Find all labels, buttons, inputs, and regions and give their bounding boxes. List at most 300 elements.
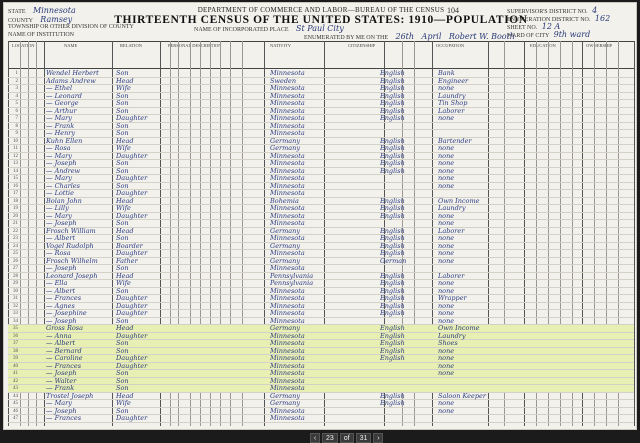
language-cell: English <box>380 346 405 355</box>
birthplace-cell: Minnesota <box>270 294 305 302</box>
birthplace-cell: Bohemia <box>270 196 299 205</box>
line-number: 28 <box>13 273 18 279</box>
person-name: — Joseph <box>46 369 77 377</box>
line-number: 2 <box>15 78 18 84</box>
language-cell: English <box>380 241 405 250</box>
language-cell: English <box>380 339 405 347</box>
enumerated-field <box>304 32 515 41</box>
language-cell: English <box>380 399 405 407</box>
birthplace-cell: Pennsylvania <box>270 271 314 280</box>
birthplace-cell: Germany <box>270 256 301 265</box>
person-name: — Caroline <box>46 354 83 362</box>
ward-value: 9th ward <box>553 30 591 39</box>
colgroup-name: NAME <box>64 43 78 48</box>
state-label: STATE <box>8 9 26 15</box>
language-cell: English <box>380 286 405 295</box>
line-number: 42 <box>13 378 18 384</box>
page-current[interactable]: 23 <box>322 433 338 443</box>
relation-cell: Son <box>116 181 129 190</box>
occupation-cell: none <box>438 114 455 122</box>
colgroup-occupation: OCCUPATION <box>436 43 465 48</box>
person-name: — Frances <box>46 361 82 370</box>
birthplace-cell: Minnesota <box>270 361 305 370</box>
line-number: 8 <box>15 123 18 129</box>
person-name: Trostel Joseph <box>46 391 94 400</box>
birthplace-cell: Germany <box>270 136 301 145</box>
language-cell: English <box>380 354 405 362</box>
occupation-cell: none <box>438 166 455 175</box>
language-cell: English <box>380 99 405 107</box>
state-value: Minnesota <box>33 6 76 15</box>
occupation-cell: Shoes <box>438 339 458 347</box>
language-cell: English <box>380 106 405 115</box>
occupation-cell: none <box>438 181 455 190</box>
birthplace-cell: Minnesota <box>270 99 305 107</box>
language-cell: English <box>380 271 405 280</box>
language-cell: English <box>380 301 405 310</box>
occupation-cell: none <box>438 211 455 220</box>
relation-cell: Wife <box>116 399 131 407</box>
birthplace-cell: Minnesota <box>270 181 305 190</box>
line-number: 26 <box>13 258 18 264</box>
birthplace-cell: Germany <box>270 144 301 152</box>
language-cell: English <box>380 84 405 92</box>
department-heading: DEPARTMENT OF COMMERCE AND LABOR—BUREAU OF THE CENSUS <box>197 6 445 14</box>
occupation-cell: none <box>438 301 455 310</box>
line-number: 25 <box>13 251 18 256</box>
line-number: 29 <box>13 281 18 286</box>
occupation-cell: Laundry <box>438 204 466 212</box>
birthplace-cell: Minnesota <box>270 406 305 415</box>
relation-cell: Daughter <box>116 414 148 422</box>
enumerator-signature: Robert W. Booth <box>448 32 515 41</box>
person-name: — Ethel <box>46 84 73 92</box>
person-name: — Mary <box>46 114 72 122</box>
relation-cell: Son <box>116 166 129 175</box>
relation-cell: Son <box>116 339 129 347</box>
language-cell: English <box>380 234 405 242</box>
language-cell: English <box>380 136 405 145</box>
line-number: 14 <box>13 168 18 174</box>
occupation-cell: none <box>438 369 455 377</box>
line-number: 43 <box>13 386 18 391</box>
occupation-cell: none <box>438 399 455 407</box>
occupation-cell: Tin Shop <box>438 99 468 107</box>
occupation-cell: none <box>438 249 455 257</box>
language-cell: English <box>380 249 405 257</box>
supervisor-label: SUPERVISOR'S DISTRICT NO. <box>507 9 588 15</box>
person-name: — Joseph <box>46 159 77 167</box>
relation-cell: Boarder <box>116 241 143 250</box>
occupation-cell: Laborer <box>438 106 465 115</box>
state-field <box>8 6 76 15</box>
relation-cell: Daughter <box>116 309 148 317</box>
language-cell: English <box>380 211 405 220</box>
birthplace-cell: Germany <box>270 226 301 235</box>
birthplace-cell: Minnesota <box>270 331 305 340</box>
enumeration-value: 162 <box>594 14 611 23</box>
line-number: 41 <box>13 371 18 376</box>
chevron-right-icon[interactable]: › <box>373 433 383 443</box>
line-number: 23 <box>13 236 18 241</box>
birthplace-cell: Minnesota <box>270 286 305 295</box>
birthplace-cell: Minnesota <box>270 211 305 220</box>
chevron-left-icon[interactable]: ‹ <box>310 433 320 443</box>
occupation-cell: Laborer <box>438 271 465 280</box>
line-number: 18 <box>13 198 18 204</box>
birthplace-cell: Minnesota <box>270 121 305 130</box>
relation-cell: Son <box>116 346 129 355</box>
relation-cell: Daughter <box>116 249 148 257</box>
supervisor-value: 4 <box>592 6 598 15</box>
person-name: — Andrew <box>46 166 81 175</box>
relation-cell: Son <box>116 219 129 227</box>
person-name: — Mary <box>46 151 72 160</box>
county-field <box>8 15 72 24</box>
line-number: 34 <box>13 318 18 324</box>
person-name: — Albert <box>46 339 76 347</box>
line-number: 5 <box>15 101 18 106</box>
birthplace-cell: Minnesota <box>270 166 305 175</box>
relation-cell: Head <box>116 76 134 85</box>
colgroup-location: LOCATION <box>12 43 35 48</box>
birthplace-cell: Minnesota <box>270 159 305 167</box>
line-number: 10 <box>13 138 18 144</box>
language-cell: English <box>380 331 405 340</box>
line-number: 7 <box>15 116 18 121</box>
person-name: — Joseph <box>46 264 77 272</box>
occupation-cell: none <box>438 159 455 167</box>
person-name: Kuhn Ellen <box>46 136 83 145</box>
colgroup-ownership: OWNERSHIP <box>586 43 613 48</box>
person-name: — Frank <box>46 121 75 130</box>
language-cell: English <box>380 159 405 167</box>
birthplace-cell: Minnesota <box>270 264 305 272</box>
birthplace-cell: Pennsylvania <box>270 279 314 287</box>
occupation-cell: none <box>438 151 455 160</box>
birthplace-cell: Germany <box>270 241 301 250</box>
relation-cell: Son <box>116 406 129 415</box>
birthplace-cell: Minnesota <box>270 339 305 347</box>
relation-cell: Head <box>116 271 134 280</box>
occupation-cell: Laundry <box>438 91 466 100</box>
ward-label: WARD OF CITY <box>507 33 550 39</box>
enumeration-label: ENUMERATION DISTRICT NO. <box>507 17 591 23</box>
person-name: — Agnes <box>46 301 75 310</box>
relation-cell: Wife <box>116 84 131 92</box>
relation-cell: Son <box>116 286 129 295</box>
occupation-cell: Own Income <box>438 196 480 205</box>
line-number: 11 <box>13 146 18 151</box>
county-label: COUNTY <box>8 18 33 24</box>
line-number: 15 <box>13 176 18 181</box>
colgroup-personal: PERSONAL DESCRIPTION <box>168 43 222 48</box>
census-rows <box>8 70 634 423</box>
occupation-cell: none <box>438 346 455 355</box>
language-cell: English <box>380 76 405 85</box>
relation-cell: Daughter <box>116 354 148 362</box>
line-number: 45 <box>13 401 18 406</box>
occupation-cell: Bartender <box>438 136 472 145</box>
relation-cell: Son <box>116 384 129 392</box>
line-number: 9 <box>15 131 18 136</box>
language-cell: English <box>380 151 405 160</box>
relation-cell: Head <box>116 196 134 205</box>
line-number: 12 <box>13 153 18 159</box>
birthplace-cell: Minnesota <box>270 69 305 77</box>
language-cell: English <box>380 114 405 122</box>
occupation-cell: none <box>438 219 455 227</box>
census-sheet <box>3 2 637 430</box>
census-title: THIRTEENTH CENSUS OF THE UNITED STATES: 1910—POPULATION <box>114 14 528 26</box>
ward-field <box>507 30 590 39</box>
person-name: — Anna <box>46 331 72 340</box>
relation-cell: Son <box>116 69 129 77</box>
relation-cell: Daughter <box>116 331 148 340</box>
sheet-value: 12 A <box>541 22 561 31</box>
birthplace-cell: Minnesota <box>270 369 305 377</box>
birthplace-cell: Germany <box>270 391 301 400</box>
occupation-cell: none <box>438 309 455 317</box>
occupation-cell: Laborer <box>438 226 465 235</box>
language-cell: English <box>380 196 405 205</box>
person-name: — Rosa <box>46 144 71 152</box>
language-cell: English <box>380 91 405 100</box>
place-label: NAME OF INCORPORATED PLACE <box>194 27 289 33</box>
birthplace-cell: Sweden <box>270 76 297 85</box>
colgroup-citizenship: CITIZENSHIP <box>348 43 376 48</box>
occupation-cell: none <box>438 354 455 362</box>
language-cell: English <box>380 309 405 317</box>
occupation-cell: none <box>438 256 455 265</box>
enumerated-day: 26th <box>395 32 415 41</box>
occupation-cell: none <box>438 286 455 295</box>
occupation-cell: none <box>438 174 455 182</box>
relation-cell: Son <box>116 159 129 167</box>
line-number: 30 <box>13 288 18 294</box>
person-name: — Albert <box>46 286 76 295</box>
relation-cell: Daughter <box>116 211 148 220</box>
language-cell: English <box>380 279 405 287</box>
relation-cell: Son <box>116 234 129 242</box>
table-row <box>8 415 634 423</box>
line-number: 1 <box>15 71 18 76</box>
line-number: 39 <box>13 356 18 361</box>
person-name: — Frances <box>46 414 82 422</box>
institution-label: NAME OF INSTITUTION <box>8 32 74 38</box>
birthplace-cell: Minnesota <box>270 414 305 422</box>
occupation-cell: none <box>438 361 455 370</box>
relation-cell: Son <box>116 316 129 325</box>
line-number: 13 <box>13 161 18 166</box>
relation-cell: Head <box>116 226 134 235</box>
relation-cell: Wife <box>116 144 131 152</box>
language-cell: English <box>380 166 405 175</box>
occupation-cell: Bank <box>438 69 455 77</box>
occupation-cell: none <box>438 316 455 325</box>
page-navigator <box>310 432 383 443</box>
relation-cell: Daughter <box>116 189 148 197</box>
birthplace-cell: Minnesota <box>270 151 305 160</box>
language-cell: German <box>380 256 407 265</box>
line-number: 38 <box>13 348 18 354</box>
language-cell: English <box>380 226 405 235</box>
relation-cell: Daughter <box>116 361 148 370</box>
person-name: — Mary <box>46 211 72 220</box>
person-name: — Lilly <box>46 204 69 212</box>
occupation-cell: none <box>438 234 455 242</box>
column-rule <box>634 41 635 426</box>
relation-cell: Son <box>116 264 129 272</box>
person-name: Wendel Herbert <box>46 69 99 77</box>
person-name: — George <box>46 99 79 107</box>
person-name: Leonard Joseph <box>46 271 98 280</box>
birthplace-cell: Minnesota <box>270 84 305 92</box>
relation-cell: Son <box>116 121 129 130</box>
enumerated-month: April <box>421 32 442 41</box>
colgroup-nativity: NATIVITY <box>270 43 291 48</box>
birthplace-cell: Minnesota <box>270 91 305 100</box>
relation-cell: Son <box>116 91 129 100</box>
birthplace-cell: Minnesota <box>270 174 305 182</box>
person-name: Gross Rosa <box>46 324 83 332</box>
line-number: 47 <box>13 416 18 421</box>
language-cell: English <box>380 294 405 302</box>
birthplace-cell: Minnesota <box>270 376 305 385</box>
relation-cell: Daughter <box>116 301 148 310</box>
person-name: Frosch William <box>46 226 96 235</box>
birthplace-cell: Minnesota <box>270 354 305 362</box>
birthplace-cell: Germany <box>270 324 301 332</box>
person-name: Adams Andrew <box>46 76 96 85</box>
language-cell: English <box>380 69 405 77</box>
person-name: — Charles <box>46 181 80 190</box>
relation-cell: Wife <box>116 279 131 287</box>
line-number: 4 <box>15 93 18 99</box>
line-number: 24 <box>13 243 18 249</box>
person-name: — Albert <box>46 234 76 242</box>
line-number: 31 <box>13 296 18 301</box>
relation-cell: Son <box>116 369 129 377</box>
person-name: — Mary <box>46 399 72 407</box>
column-header-band <box>8 41 634 69</box>
line-number: 6 <box>15 108 18 114</box>
page-of-label: of <box>340 433 354 443</box>
line-number: 37 <box>13 341 18 346</box>
relation-cell: Head <box>116 324 134 332</box>
relation-cell: Daughter <box>116 114 148 122</box>
person-name: — Frank <box>46 384 75 392</box>
person-name: — Joseph <box>46 219 77 227</box>
birthplace-cell: Minnesota <box>270 309 305 317</box>
person-name: — Ella <box>46 279 68 287</box>
birthplace-cell: Germany <box>270 399 301 407</box>
person-name: Frosch Wilhelm <box>46 256 98 265</box>
relation-cell: Son <box>116 106 129 115</box>
page-total: 31 <box>356 433 372 443</box>
colgroup-relation: RELATION <box>120 43 142 48</box>
language-cell: English <box>380 144 405 152</box>
birthplace-cell: Minnesota <box>270 316 305 325</box>
relation-cell: Daughter <box>116 151 148 160</box>
line-number: 21 <box>13 221 18 226</box>
person-name: — Lottie <box>46 189 74 197</box>
person-name: Vogel Rudolph <box>46 241 94 250</box>
person-name: — Joseph <box>46 316 77 325</box>
place-value: St Paul City <box>296 24 344 33</box>
line-number: 35 <box>13 326 18 331</box>
person-name: — Bernard <box>46 346 82 355</box>
colgroup-education: EDUCATION <box>530 43 556 48</box>
birthplace-cell: Minnesota <box>270 204 305 212</box>
relation-cell: Son <box>116 99 129 107</box>
enumerated-label: ENUMERATED BY ME ON THE <box>304 35 388 41</box>
county-value: Ramsey <box>40 15 73 24</box>
occupation-cell: none <box>438 406 455 415</box>
relation-cell: Father <box>116 256 138 265</box>
birthplace-cell: Minnesota <box>270 346 305 355</box>
person-name: — Frances <box>46 294 82 302</box>
relation-cell: Son <box>116 129 129 137</box>
person-name: — Mary <box>46 174 72 182</box>
birthplace-cell: Minnesota <box>270 301 305 310</box>
occupation-cell: none <box>438 241 455 250</box>
line-number: 20 <box>13 213 18 219</box>
line-number: 17 <box>13 191 18 196</box>
birthplace-cell: Minnesota <box>270 114 305 122</box>
line-number: 19 <box>13 206 18 211</box>
relation-cell: Wife <box>116 204 131 212</box>
occupation-cell: none <box>438 279 455 287</box>
sheet-label: SHEET NO. <box>507 25 538 31</box>
birthplace-cell: Minnesota <box>270 219 305 227</box>
relation-cell: Son <box>116 376 129 385</box>
institution-field <box>8 32 74 38</box>
person-name: — Arthur <box>46 106 77 115</box>
township-field <box>8 24 134 30</box>
line-number: 16 <box>13 183 18 189</box>
line-number: 27 <box>13 266 18 271</box>
occupation-cell: Own Income <box>438 324 480 332</box>
birthplace-cell: Minnesota <box>270 106 305 115</box>
birthplace-cell: Minnesota <box>270 129 305 137</box>
occupation-cell: none <box>438 144 455 152</box>
language-cell: English <box>380 204 405 212</box>
line-number: 44 <box>13 393 18 399</box>
birthplace-cell: Minnesota <box>270 189 305 197</box>
occupation-cell: Engineer <box>438 76 469 85</box>
occupation-cell: none <box>438 84 455 92</box>
person-name: — Leonard <box>46 91 82 100</box>
line-number: 36 <box>13 333 18 339</box>
person-name: — Henry <box>46 129 76 137</box>
relation-cell: Head <box>116 136 134 145</box>
person-name: — Walter <box>46 376 77 385</box>
language-cell: English <box>380 391 405 400</box>
line-number: 40 <box>13 363 18 369</box>
birthplace-cell: Minnesota <box>270 249 305 257</box>
birthplace-cell: Minnesota <box>270 384 305 392</box>
occupation-cell: Laundry <box>438 331 466 340</box>
line-number: 32 <box>13 303 18 309</box>
line-number: 3 <box>15 86 18 91</box>
township-label: TOWNSHIP OR OTHER DIVISION OF COUNTY <box>8 24 134 30</box>
language-cell: English <box>380 324 405 332</box>
line-number: 22 <box>13 228 18 234</box>
relation-cell: Head <box>116 391 134 400</box>
occupation-cell: Saloon Keeper <box>438 391 486 400</box>
person-name: — Joseph <box>46 406 77 415</box>
